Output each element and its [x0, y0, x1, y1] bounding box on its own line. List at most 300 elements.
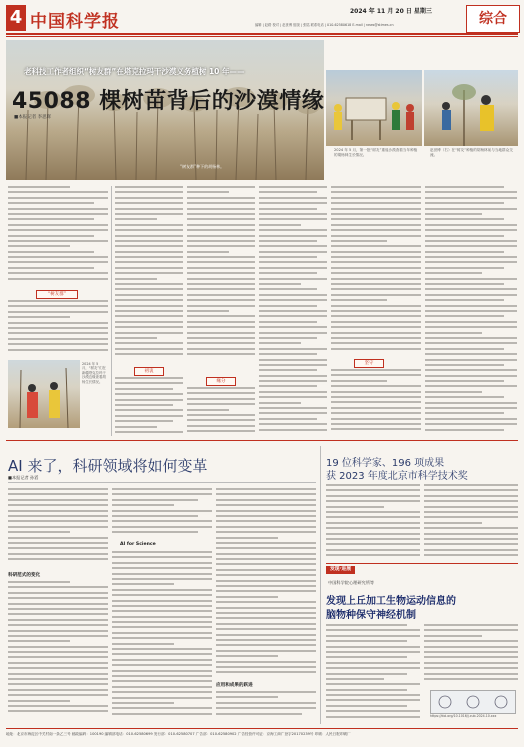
- text-line: [216, 650, 316, 652]
- text-line: [425, 342, 517, 344]
- text-line: [112, 589, 212, 591]
- text-line: [331, 348, 421, 350]
- text-line: [331, 213, 421, 215]
- text-line: [187, 245, 255, 247]
- text-line: [259, 191, 317, 193]
- text-line: [259, 429, 327, 431]
- text-line: [115, 299, 183, 301]
- text-line: [8, 597, 108, 599]
- text-line: [112, 573, 212, 575]
- text-line: [115, 382, 183, 384]
- text-line: [331, 369, 421, 371]
- text-line: [259, 380, 327, 382]
- text-line: [259, 326, 327, 328]
- text-line: [216, 553, 316, 555]
- text-line: [216, 617, 316, 619]
- text-line: [326, 694, 420, 696]
- text-line: [331, 224, 421, 226]
- text-line: [425, 218, 504, 220]
- text-line: [112, 697, 212, 699]
- footer-text: 地址：北京市海淀区中关村南一条乙三号 邮政编码：100190 编辑部电话：010-62580699 发行部：010-62580707 广告部：010-62580902 广告经营许可证：京海工商广登字20170239号 印刷：人民日报印刷厂: [6, 732, 351, 736]
- text-line: [326, 495, 420, 497]
- text-line: [331, 218, 421, 220]
- text-line: [259, 288, 317, 290]
- text-line: [8, 689, 108, 691]
- text-line: [331, 251, 421, 253]
- brief-column-2: [424, 624, 518, 688]
- text-line: [331, 412, 421, 414]
- hero-caption: “树友群”种下的胡杨林。: [180, 164, 225, 169]
- lead-column-1b: [8, 300, 108, 356]
- text-line: [425, 186, 504, 188]
- text-line: [259, 310, 327, 312]
- text-line: [8, 624, 108, 626]
- text-line: [425, 332, 482, 334]
- text-line: [115, 388, 173, 390]
- text-line: [115, 426, 157, 428]
- text-line: [187, 326, 255, 328]
- text-line: [115, 315, 183, 317]
- text-line: [326, 511, 420, 513]
- text-line: [331, 229, 421, 231]
- text-line: [187, 310, 229, 312]
- text-line: [187, 186, 255, 188]
- text-line: [112, 551, 212, 553]
- ai-column-1: [8, 488, 108, 568]
- text-line: [112, 493, 212, 495]
- text-line: [8, 547, 108, 549]
- text-line: [112, 515, 198, 517]
- text-line: [187, 288, 255, 290]
- text-line: [187, 278, 255, 280]
- ai-headline: AI 来了，科研领域将如何变革: [8, 457, 208, 475]
- text-line: [8, 240, 108, 242]
- right-col-divider: [320, 446, 321, 724]
- text-line: [331, 299, 387, 301]
- text-line: [331, 315, 421, 317]
- text-line: [112, 520, 212, 522]
- text-line: [8, 349, 108, 351]
- text-line: [115, 332, 183, 334]
- text-line: [331, 283, 421, 285]
- text-line: [424, 489, 518, 491]
- text-line: [259, 396, 327, 398]
- text-line: [326, 538, 420, 540]
- text-line: [424, 500, 518, 502]
- text-line: [425, 197, 517, 199]
- text-line: [8, 278, 108, 280]
- ai-subhead-ai4s: AI for Science: [120, 542, 156, 547]
- text-line: [112, 632, 212, 634]
- text-line: [112, 643, 174, 645]
- text-line: [331, 191, 421, 193]
- text-line: [425, 418, 517, 420]
- text-line: [216, 569, 316, 571]
- col-divider: [111, 186, 112, 436]
- page-number: 4: [6, 5, 26, 31]
- text-line: [216, 537, 278, 539]
- text-line: [8, 537, 108, 539]
- text-line: [326, 527, 420, 529]
- text-line: [331, 267, 421, 269]
- text-line: [8, 191, 108, 193]
- text-line: [187, 337, 255, 339]
- text-line: [216, 655, 278, 657]
- text-line: [187, 208, 255, 210]
- text-line: [331, 342, 421, 344]
- text-line: [216, 707, 316, 709]
- text-line: [326, 716, 420, 718]
- lead-column-2b: [115, 377, 183, 437]
- text-line: [331, 202, 421, 204]
- text-line: [187, 430, 255, 432]
- text-line: [8, 235, 94, 237]
- text-line: [112, 594, 212, 596]
- text-line: [8, 327, 108, 329]
- text-line: [425, 245, 517, 247]
- ai-byline: ■本报记者 孙滔: [8, 475, 39, 480]
- text-line: [425, 224, 517, 226]
- text-line: [424, 533, 518, 535]
- text-line: [112, 616, 212, 618]
- text-line: [259, 364, 327, 366]
- text-line: [326, 500, 420, 502]
- contact-line: 编辑 | 赵路 校对 | 赵世博 组版 | 张铭 联系电话 | 010-62580618 E-mail | news@stimes.cn: [255, 23, 394, 27]
- text-line: [259, 208, 317, 210]
- text-line: [331, 272, 421, 274]
- text-line: [425, 423, 517, 425]
- text-line: [187, 218, 255, 220]
- text-line: [331, 278, 421, 280]
- text-line: [259, 245, 327, 247]
- text-line: [115, 186, 183, 188]
- text-line: [8, 488, 108, 490]
- text-line: [326, 683, 420, 685]
- text-line: [112, 556, 212, 558]
- text-line: [259, 267, 327, 269]
- text-line: [187, 283, 255, 285]
- text-line: [216, 488, 316, 490]
- lead-column-3: [187, 186, 255, 362]
- text-line: [112, 504, 174, 506]
- ai-column-1b: [8, 581, 108, 721]
- text-line: [8, 202, 94, 204]
- text-line: [8, 208, 108, 210]
- text-line: [259, 375, 327, 377]
- lead-kicker: 老科技工作者组织“树友群”在塔克拉玛干沙漠义务植树 10 年——: [24, 67, 245, 76]
- text-line: [187, 240, 255, 242]
- text-line: [216, 691, 316, 693]
- text-line: [112, 670, 212, 672]
- text-line: [115, 213, 183, 215]
- text-line: [326, 651, 420, 653]
- text-line: [425, 294, 517, 296]
- text-line: [115, 267, 183, 269]
- text-line: [8, 705, 108, 707]
- text-line: [8, 678, 108, 680]
- text-line: [115, 353, 183, 355]
- text-line: [331, 261, 421, 263]
- text-line: [331, 385, 421, 387]
- text-line: [326, 506, 384, 508]
- text-line: [8, 261, 108, 263]
- text-line: [424, 549, 518, 551]
- text-line: [115, 191, 183, 193]
- text-line: [115, 337, 157, 339]
- text-line: [115, 218, 157, 220]
- ai-rule: [8, 482, 316, 483]
- text-line: [259, 251, 327, 253]
- text-line: [8, 619, 108, 621]
- text-line: [259, 202, 327, 204]
- text-line: [259, 299, 327, 301]
- text-line: [112, 691, 212, 693]
- text-line: [112, 531, 198, 533]
- text-line: [259, 278, 327, 280]
- section-label: 综合: [466, 5, 520, 33]
- text-line: [326, 549, 420, 551]
- text-line: [331, 428, 421, 430]
- text-line: [8, 322, 108, 324]
- text-line: [424, 527, 518, 529]
- text-line: [216, 596, 278, 598]
- text-line: [115, 251, 183, 253]
- text-line: [259, 240, 317, 242]
- text-line: [331, 288, 421, 290]
- text-line: [424, 543, 518, 545]
- text-line: [112, 659, 212, 661]
- text-line: [112, 675, 212, 677]
- text-line: [326, 516, 420, 518]
- text-line: [187, 267, 255, 269]
- text-line: [115, 326, 183, 328]
- award-headline-line2: 获 2023 年度北京市科学技术奖: [326, 471, 468, 482]
- text-line: [331, 418, 421, 420]
- text-line: [187, 332, 255, 334]
- text-line: [115, 272, 183, 274]
- text-line: [216, 504, 316, 506]
- brief-column-1: [326, 624, 420, 722]
- text-line: [326, 656, 407, 658]
- text-line: [8, 267, 94, 269]
- masthead-subrule: [6, 36, 518, 37]
- text-line: [187, 235, 255, 237]
- inset-caption: 2024 年 5 月，“树友”们在新疆塔克拉玛干沙漠边缘查看胡杨生长情况。: [82, 362, 106, 384]
- brief-headline-line2: 脑物种保守神经机制: [326, 610, 416, 621]
- text-line: [187, 419, 255, 421]
- text-line: [331, 321, 421, 323]
- text-line: [326, 699, 420, 701]
- text-line: [187, 213, 255, 215]
- text-line: [425, 202, 504, 204]
- text-line: [112, 526, 212, 528]
- text-line: [425, 251, 504, 253]
- text-line: [259, 305, 317, 307]
- text-line: [216, 666, 316, 668]
- text-line: [259, 407, 327, 409]
- text-line: [8, 338, 108, 340]
- text-line: [424, 506, 518, 508]
- text-line: [115, 393, 183, 395]
- text-line: [326, 629, 420, 631]
- text-line: [8, 700, 70, 702]
- text-line: [425, 235, 504, 237]
- text-line: [216, 696, 278, 698]
- text-line: [424, 678, 518, 680]
- text-line: [8, 504, 108, 506]
- text-line: [326, 484, 420, 486]
- text-line: [187, 299, 255, 301]
- text-line: [8, 710, 108, 712]
- brief-column-label: 发现·进展: [326, 566, 355, 574]
- text-line: [331, 332, 421, 334]
- text-line: [326, 646, 420, 648]
- text-line: [424, 495, 518, 497]
- text-line: [216, 580, 316, 582]
- text-line: [424, 673, 518, 675]
- text-line: [187, 315, 255, 317]
- text-line: [331, 407, 421, 409]
- photo2-caption: 赵世博（右）在“树友”种植的胡杨林前与当地群众交流。: [430, 148, 513, 157]
- text-line: [112, 702, 174, 704]
- text-line: [112, 605, 212, 607]
- text-line: [424, 624, 518, 626]
- text-line: [259, 418, 317, 420]
- text-line: [8, 311, 108, 313]
- text-line: [8, 520, 108, 522]
- text-line: [112, 600, 212, 602]
- text-line: [425, 380, 504, 382]
- text-line: [259, 224, 301, 226]
- text-line: [112, 707, 212, 709]
- text-line: [115, 202, 183, 204]
- text-line: [112, 488, 212, 490]
- text-line: [326, 667, 420, 669]
- text-line: [187, 398, 255, 400]
- text-line: [8, 510, 108, 512]
- subhead-yuanfen: 缘分: [206, 377, 236, 386]
- lead-column-4: [259, 186, 327, 436]
- text-line: [259, 385, 317, 387]
- text-line: [216, 607, 316, 609]
- text-line: [425, 369, 517, 371]
- lead-column-2: [115, 186, 183, 362]
- text-line: [216, 558, 316, 560]
- text-line: [112, 686, 212, 688]
- text-line: [259, 359, 327, 361]
- text-line: [187, 272, 255, 274]
- text-line: [112, 637, 212, 639]
- text-line: [424, 651, 518, 653]
- text-line: [187, 305, 255, 307]
- text-line: [216, 644, 316, 646]
- text-line: [187, 261, 255, 263]
- text-line: [8, 542, 108, 544]
- text-line: [259, 423, 327, 425]
- text-line: [216, 628, 316, 630]
- text-line: [8, 608, 108, 610]
- text-line: [425, 321, 517, 323]
- text-line: [424, 635, 482, 637]
- text-line: [259, 332, 327, 334]
- lead-column-1: [8, 186, 108, 288]
- text-line: [424, 667, 518, 669]
- text-line: [425, 288, 517, 290]
- text-line: [8, 300, 108, 302]
- text-line: [425, 429, 504, 431]
- text-line: [115, 197, 183, 199]
- text-line: [8, 197, 108, 199]
- ai-column-2b: [112, 551, 212, 721]
- text-line: [187, 353, 255, 355]
- text-line: [8, 683, 108, 685]
- text-line: [115, 305, 183, 307]
- text-line: [424, 511, 518, 513]
- text-line: [424, 516, 518, 518]
- text-line: [216, 510, 316, 512]
- text-line: [259, 283, 301, 285]
- text-line: [331, 294, 421, 296]
- text-line: [216, 601, 316, 603]
- text-line: [331, 310, 421, 312]
- subhead-shuyouqun: “树友群”: [36, 290, 78, 299]
- subhead-jianshou: 坚守: [354, 359, 384, 368]
- text-line: [259, 402, 301, 404]
- text-line: [8, 667, 108, 669]
- text-line: [259, 261, 327, 263]
- text-line: [331, 186, 421, 188]
- text-line: [216, 661, 316, 663]
- text-line: [259, 186, 327, 188]
- text-line: [216, 547, 316, 549]
- text-line: [216, 585, 316, 587]
- text-line: [331, 396, 421, 398]
- text-line: [115, 235, 183, 237]
- text-line: [115, 294, 183, 296]
- text-line: [8, 558, 108, 560]
- brief-top-rule: [326, 563, 518, 564]
- text-line: [424, 484, 518, 486]
- text-line: [8, 251, 94, 253]
- text-line: [115, 420, 173, 422]
- text-line: [115, 431, 183, 433]
- text-line: [259, 218, 327, 220]
- text-line: [425, 240, 517, 242]
- text-line: [425, 391, 482, 393]
- text-line: [8, 635, 108, 637]
- text-line: [115, 278, 157, 280]
- ai-subhead-change: 科研范式的变化: [8, 573, 41, 578]
- ai-subhead-apps: 应用和成果的跃进: [216, 683, 253, 688]
- text-line: [8, 186, 70, 188]
- text-line: [259, 272, 317, 274]
- text-line: [216, 612, 316, 614]
- text-line: [216, 542, 316, 544]
- text-line: [187, 229, 255, 231]
- text-line: [8, 493, 108, 495]
- text-line: [259, 213, 327, 215]
- text-line: [216, 590, 316, 592]
- text-line: [326, 489, 420, 491]
- text-line: [187, 202, 255, 204]
- text-line: [424, 646, 518, 648]
- text-line: [425, 305, 517, 307]
- text-line: [425, 272, 482, 274]
- text-line: [425, 315, 504, 317]
- text-line: [115, 409, 183, 411]
- award-column-1: [326, 484, 420, 560]
- photo1-caption: 2024 年 5 月，第一批“树友”重返沙漠查看当年种植的胡杨林生长情况。: [334, 148, 418, 157]
